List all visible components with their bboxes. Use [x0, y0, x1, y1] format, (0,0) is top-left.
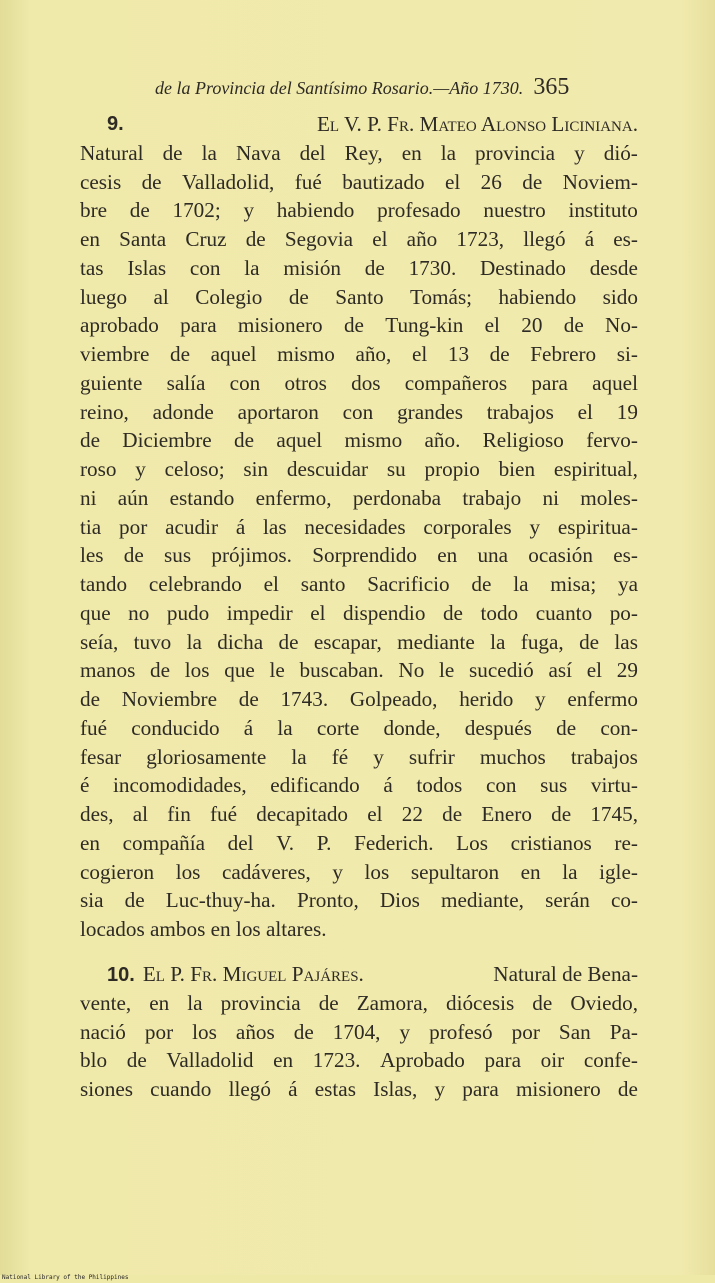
text-line: ni aún estando enfermo, perdonaba trabajo ni moles-	[80, 485, 638, 510]
text-line: manos de los que le buscaban. No le sucedió así el 29	[80, 658, 638, 683]
text-line: tas Islas con la misión de 1730. Destinado desde	[80, 255, 638, 280]
text-line: vente, en la provincia de Zamora, diócesis de Oviedo,	[80, 990, 638, 1015]
entry-heading: El P. Fr. Miguel Pajáres.	[142, 962, 364, 986]
text-line: que no pudo impedir el dispendio de todo cuanto po-	[80, 600, 638, 625]
text-line: luego al Colegio de Santo Tomás; habiendo sido	[80, 284, 638, 309]
text-line: blo de Valladolid en 1723. Aprobado para oir confe-	[80, 1048, 638, 1073]
page-number: 365	[533, 74, 570, 100]
text-line: tando celebrando el santo Sacrificio de la misa; ya	[80, 572, 638, 596]
text-line: roso y celoso; sin descuidar su propio bien espiritual,	[80, 457, 638, 481]
text-line: de Diciembre de aquel mismo año. Religioso fervo-	[80, 428, 638, 453]
text-line: les de sus prójimos. Sorprendido en una ocasión es-	[80, 543, 638, 568]
text-line: aprobado para misionero de Tung-kin el 20 de No-	[80, 313, 638, 338]
library-credit: National Library of the Philippines	[2, 1274, 129, 1281]
text-line: sia de Luc-thuy-ha. Pronto, Dios mediante, serán co-	[80, 888, 638, 913]
text-line: en Santa Cruz de Segovia el año 1723, llegó á es-	[80, 227, 638, 251]
text-line: siones cuando llegó á estas Islas, y para misionero de	[80, 1077, 638, 1101]
entry-number: 10.	[107, 964, 135, 986]
text-line: tia por acudir á las necesidades corporales y espiritua-	[80, 514, 638, 539]
text-line: cogieron los cadáveres, y los sepultaron en la igle-	[80, 859, 638, 884]
text-line: Natural de la Nava del Rey, en la provincia y dió-	[80, 140, 638, 165]
text-line: guiente salía con otros dos compañeros para aquel	[80, 370, 638, 395]
text-line: fesar gloriosamente la fé y sufrir muchos trabajos	[80, 744, 638, 769]
text-line: des, al fin fué decapitado el 22 de Enero de 1745,	[80, 802, 638, 826]
text-line: nació por los años de 1704, y profesó por San Pa-	[80, 1019, 638, 1044]
text-line: é incomodidades, edificando á todos con sus virtu-	[80, 773, 638, 798]
text-line: viembre de aquel mismo año, el 13 de Febrero si-	[80, 342, 638, 366]
entry-heading: El V. P. Fr. Mateo Alonso Liciniana.	[316, 112, 638, 136]
text-line: seía, tuvo la dicha de escapar, mediante la fuga, de las	[80, 629, 638, 654]
entry-9	[80, 110, 638, 944]
running-title: de la Provincia del Santísimo Rosario.—Año 1730.	[155, 78, 524, 98]
entry-heading-line	[80, 110, 638, 139]
text-line: locados ambos en los altares.	[80, 917, 327, 941]
running-header	[155, 74, 625, 101]
text-line: de Noviembre de 1743. Golpeado, herido y enfermo	[80, 687, 638, 711]
text-line: en compañía del V. P. Federich. Los cristianos re-	[80, 830, 638, 855]
entry-heading-line	[80, 960, 638, 989]
text-line: reino, adonde aportaron con grandes trabajos el 19	[80, 399, 638, 424]
text-fragment: Natural de Bena-	[493, 962, 638, 986]
text-line: fué conducido á la corte donde, después de con-	[80, 715, 638, 740]
entry-10	[80, 960, 638, 1104]
entry-number: 9.	[107, 113, 124, 135]
text-line: cesis de Valladolid, fué bautizado el 26 de Noviem-	[80, 169, 638, 194]
text-line: bre de 1702; y habiendo profesado nuestro instituto	[80, 198, 638, 223]
